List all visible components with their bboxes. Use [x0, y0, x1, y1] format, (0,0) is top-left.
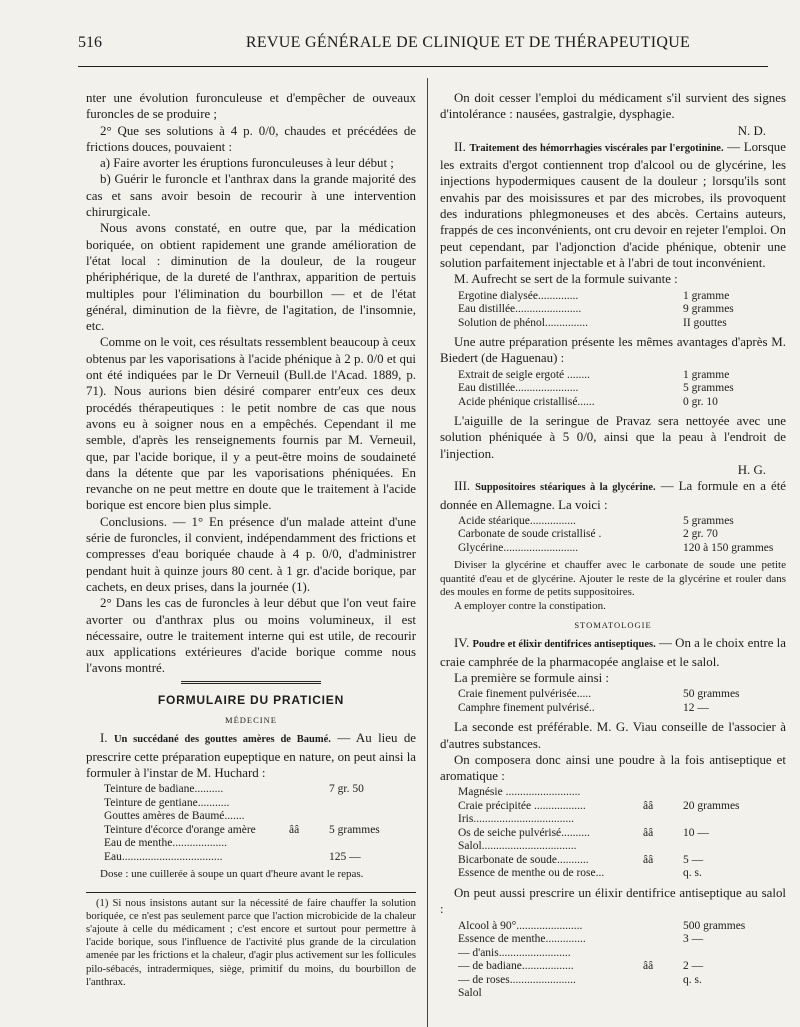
quantity: 0 gr. 10 [683, 395, 718, 408]
article-title: Poudre et élixir dentifrices antiseptiques. [472, 639, 656, 651]
recipe-row [458, 702, 786, 716]
ingredient: Eau distillée....................... [458, 303, 582, 316]
article-number: II. [454, 139, 466, 154]
recipe-row [458, 800, 786, 814]
brace-mark [643, 840, 683, 854]
quantity: 1 gramme [683, 368, 730, 381]
brace-mark: ââ [643, 853, 654, 866]
ingredient: — d'anis......................... [458, 946, 571, 959]
quantity: II gouttes [683, 316, 727, 329]
brace-mark [289, 783, 329, 797]
recipe [458, 369, 786, 410]
quantity: 20 grammes [683, 799, 740, 812]
recipe-row [458, 920, 786, 934]
ingredient: Glycérine.......................... [458, 541, 579, 554]
recipe-row [458, 960, 786, 974]
quantity: 3 — [683, 933, 704, 946]
quantity: 50 grammes [683, 688, 740, 701]
brace-mark [643, 317, 683, 331]
ingredient: Iris................................... [458, 813, 574, 826]
paragraph: On composera donc ainsi une poudre à la fois antiseptique et aromatique : [440, 752, 786, 784]
brace-mark [289, 837, 329, 851]
recipe [458, 786, 786, 881]
footnote: (1) Si nous insistons autant sur la nécessité de faire chauffer la solution boriquée, ce n'est pas seulement parce que l'action microbicide de la chaleur s'ajoute à celle du médicament ; c'est encore et surtout pour permettre à l'acide borique, sous l'influence de l'activité plus grande de la circulation amenée par les frictions et la chaleur, d'agir plus activement sur les follicules pilo-sébacés, intradermiques, siège, primitif du moins, du bourbillon de l'anthrax. [86, 896, 416, 988]
article-number: III. [454, 479, 471, 494]
recipe-row [458, 867, 786, 881]
brace-mark [643, 515, 683, 529]
brace-mark [289, 851, 329, 865]
brace-mark [643, 813, 683, 827]
quantity: q. s. [683, 973, 702, 986]
brace-mark [643, 786, 683, 800]
quantity: 9 grammes [683, 303, 734, 316]
quantity: 5 grammes [683, 382, 734, 395]
brace-mark [643, 290, 683, 304]
ingredient: Acide stéarique................ [458, 514, 576, 527]
running-header [78, 34, 768, 52]
article-text: — La formule en a été donnée en Allemagne. La voici : [440, 479, 786, 512]
recipe [104, 783, 416, 864]
recipe [458, 515, 786, 556]
recipe-row [458, 813, 786, 827]
quantity: 2 gr. 70 [683, 528, 718, 541]
quantity: 7 gr. 50 [329, 783, 364, 796]
recipe-row [458, 947, 786, 961]
recipe-row [458, 987, 786, 1001]
ingredient: Magnésie .......................... [458, 786, 581, 799]
article-number: IV. [454, 636, 470, 651]
quantity [683, 840, 786, 854]
ingredient: Os de seiche pulvérisé.......... [458, 826, 590, 839]
subsection-label: MÉDECINE [225, 714, 277, 725]
brace-mark: ââ [643, 826, 654, 839]
paragraph: b) Guérir le furoncle et l'anthrax dans la grande majorité des cas et sans avoir besoin de recourir à une intervention chirurgicale. [86, 172, 416, 220]
recipe-row [104, 797, 416, 811]
brace-mark [643, 974, 683, 988]
quantity: 10 — [683, 826, 709, 839]
brace-mark [289, 797, 329, 811]
recipe-row [104, 783, 416, 797]
quantity: q. s. [683, 867, 702, 880]
article-text: — Au lieu de prescrire cette préparation eupeptique en nature, on peut ainsi la formuler à l'instar de M. Huchard : [86, 731, 416, 780]
ingredient: Camphre finement pulvérisé.. [458, 701, 595, 714]
article-title: Traitement des hémorrhagies viscérales par l'ergotinine. [469, 142, 724, 154]
ingredient: Ergotine dialysée.............. [458, 289, 579, 302]
paragraph: M. Aufrecht se sert de la formule suivante : [454, 272, 678, 287]
brace-mark [643, 396, 683, 410]
paragraph: Conclusions. — 1° En présence d'un malade atteint d'une série de furoncles, il convient, indépendamment des frictions et compresses d'eau boriquée chaude à 4 p. 0/0, d'administrer pendant huit à quinze jours 80 cent. à 1 gr. d'acide borique, par cachets, en deux prises, dans la journée (1). [86, 514, 416, 594]
brace-mark [289, 810, 329, 824]
brace-mark [643, 688, 683, 702]
article-heading [440, 478, 786, 513]
ingredient: Extrait de seigle ergoté ........ [458, 368, 590, 381]
recipe-row [458, 515, 786, 529]
quantity: 5 grammes [683, 514, 734, 527]
paragraph: nter une évolution furonculeuse et d'empêcher de ouveaux furoncles de se produire ; [86, 91, 416, 122]
recipe-row [458, 290, 786, 304]
brace-mark [643, 867, 683, 881]
quantity [329, 837, 416, 851]
brace-mark [643, 303, 683, 317]
brace-mark [643, 987, 683, 1001]
signature: H. G. [737, 463, 766, 478]
recipe [458, 688, 786, 715]
ingredient: Craie finement pulvérisée..... [458, 688, 592, 701]
quantity: 120 à 150 grammes [683, 541, 774, 554]
paragraph: Une autre préparation présente les mêmes avantages d'après M. Biedert (de Haguenau) : [440, 335, 786, 366]
ingredient: Solution de phénol............... [458, 316, 589, 329]
paragraph: On doit cesser l'emploi du médicament s'il survient des signes d'intolérance : nausées, gastralgie, dysphagie. [440, 91, 786, 122]
ingredient: Essence de menthe.............. [458, 933, 586, 946]
recipe-row [458, 854, 786, 868]
instruction: Diviser la glycérine et chauffer avec le carbonate de soude une petite quantité d'eau et de glycérine. Ajouter le reste de la glycérine et rouler dans des moules en forme de petits suppositoires. [440, 559, 786, 599]
footnote-rule [86, 892, 416, 893]
right-column [440, 90, 786, 1005]
recipe [458, 920, 786, 1001]
brace-mark [643, 933, 683, 947]
brace-mark: ââ [289, 823, 300, 836]
brace-mark [643, 528, 683, 542]
subsection-label: STOMATOLOGIE [574, 620, 652, 631]
quantity: 2 — [683, 960, 704, 973]
quantity [683, 813, 786, 827]
ingredient: Eau de menthe................... [104, 837, 227, 850]
ingredient: Salol................................. [458, 840, 577, 853]
paragraph: L'aiguille de la seringue de Pravaz sera nettoyée avec une solution phéniquée à 5 0/0, ainsi que la peau à l'endroit de l'injection. [440, 414, 786, 461]
dose-note: Dose : une cuillerée à soupe un quart d'heure avant le repas. [100, 868, 364, 881]
brace-mark [643, 947, 683, 961]
ingredient: Bicarbonate de soude........... [458, 853, 589, 866]
ingredient: Essence de menthe ou de rose... [458, 867, 605, 880]
brace-mark: ââ [643, 960, 654, 973]
quantity: 5 grammes [329, 823, 380, 836]
article-heading [440, 139, 786, 271]
ingredient: Teinture de badiane.......... [104, 783, 224, 796]
paragraph: On peut aussi prescrire un élixir dentifrice antiseptique au salol : [440, 885, 786, 917]
recipe [458, 290, 786, 331]
recipe-row [104, 824, 416, 838]
signature: N. D. [737, 123, 766, 138]
ingredient: Eau................................... [104, 850, 223, 863]
recipe-row [458, 369, 786, 383]
column-divider [427, 78, 428, 1027]
instruction: A employer contre la constipation. [454, 599, 606, 612]
left-column [86, 90, 416, 989]
article-heading [86, 730, 416, 781]
quantity [683, 947, 786, 961]
brace-mark [643, 382, 683, 396]
quantity [683, 987, 786, 1001]
page-number: 516 [78, 34, 102, 51]
ingredient: Craie précipitée .................. [458, 799, 586, 812]
ingredient: Carbonate de soude cristallisé . [458, 528, 602, 541]
section-title: FORMULAIRE DU PRATICIEN [157, 692, 345, 707]
ingredient: — de roses....................... [458, 973, 576, 986]
article-title: Un succédané des gouttes amères de Baumé. [113, 734, 331, 746]
recipe-row [458, 528, 786, 542]
recipe-row [104, 851, 416, 865]
ingredient: Gouttes amères de Baumé....... [104, 810, 245, 823]
quantity: 5 — [683, 853, 704, 866]
article-number: I. [100, 731, 108, 746]
paragraph: Nous avons constaté, en outre que, par la médication boriquée, on obtient rapidement une grande amélioration de l'état local : diminution de la douleur, de la rougeur phériphérique, de la dureté de l'anthrax, apparition de pertuis multiples pour l'élimination du bourbillon — et de l'état général, diminution de la fièvre, de l'agitation, de l'insomnie, etc. [86, 221, 416, 334]
recipe-row [104, 810, 416, 824]
quantity [329, 797, 416, 811]
ingredient: Salol [458, 987, 482, 1000]
recipe-row [458, 382, 786, 396]
paragraph: Comme on le voit, ces résultats ressemblent beaucoup à ceux obtenus par les vaporisations à l'acide phénique à 2 p. 0/0 et qui ont été indiquées par le Dr Verneuil (Bull.de l'Acad. 1889, p. 71). Nous aurions bien désiré comparer entr'eux ces deux procédés thérapeutiques : le petit nombre de cas que nous avons eu à soigner nous en a empêchés. Cependant il me semble, d'après les renseignements fournis par M. Verneuil, que, par l'acide borique, il y a peut-être moins de soudaineté dans la détente que par les vaporisations phéniquées. En revanche on ne peut mettre en doute que le traitement à l'acide borique est encore bien plus simple. [86, 335, 416, 513]
quantity [329, 810, 416, 824]
recipe-row [458, 786, 786, 800]
paragraph: 2° Que ses solutions à 4 p. 0/0, chaudes et précédées de frictions douces, pouvaient : [86, 123, 416, 154]
ingredient: Teinture d'écorce d'orange amère [104, 823, 256, 836]
quantity: 1 gramme [683, 289, 730, 302]
article-heading [440, 635, 786, 670]
recipe-row [458, 396, 786, 410]
paragraph: La première se formule ainsi : [454, 670, 609, 685]
paragraph: 2° Dans les cas de furoncles à leur début que l'on veut faire avorter ou d'anthrax plus ou moins volumineux, il est nécessaire, outre le traitement interne qui est utile, de recourir aux applications extérieures d'acide borique comme nous l'avons montré. [86, 596, 416, 676]
recipe-row [458, 974, 786, 988]
section-rule [181, 681, 321, 684]
recipe-row [458, 840, 786, 854]
recipe-row [458, 542, 786, 556]
recipe-row [458, 317, 786, 331]
recipe-row [458, 303, 786, 317]
ingredient: Acide phénique cristallisé...... [458, 395, 595, 408]
ingredient: Eau distillée...................... [458, 382, 579, 395]
recipe-row [104, 837, 416, 851]
quantity: 500 grammes [683, 919, 746, 932]
quantity: 125 — [329, 850, 361, 863]
brace-mark [643, 542, 683, 556]
paragraph: a) Faire avorter les éruptions furonculeuses à leur début ; [100, 156, 394, 171]
header-rule [78, 66, 768, 67]
recipe-row [458, 827, 786, 841]
article-text: — On a le choix entre la craie camphrée de la pharmacopée anglaise et le salol. [440, 636, 786, 669]
running-title: REVUE GÉNÉRALE DE CLINIQUE ET DE THÉRAPEUTIQUE [245, 34, 691, 51]
brace-mark: ââ [643, 799, 654, 812]
recipe-row [458, 933, 786, 947]
brace-mark [643, 702, 683, 716]
paragraph: La seconde est préférable. M. G. Viau conseille de l'associer à d'autres substances. [440, 720, 786, 751]
ingredient: — de badiane.................. [458, 960, 574, 973]
article-text: — Lorsque les extraits d'ergot contiennent trop d'alcool ou de glycérine, les injections hypodermiques causent de la douleur ; lorsqu'ils sont envahis par des moisissures et par des microbes, ils provoquent des indurations phlegmoneuses et des abcès. Certains auteurs, frappés de ces inconvénients, ont cru devoir en rejeter l'emploi. On peut cependant, par l'adjonction d'acide phénique, obtenir une solution parfaitement injectable et à l'abri de tout inconvénient. [440, 139, 786, 270]
ingredient: Alcool à 90°....................... [458, 919, 583, 932]
brace-mark [643, 920, 683, 934]
brace-mark [643, 369, 683, 383]
recipe-row [458, 688, 786, 702]
ingredient: Teinture de gentiane........... [104, 796, 230, 809]
quantity [683, 786, 786, 800]
article-title: Suppositoires stéariques à la glycérine. [475, 482, 656, 494]
quantity: 12 — [683, 701, 709, 714]
